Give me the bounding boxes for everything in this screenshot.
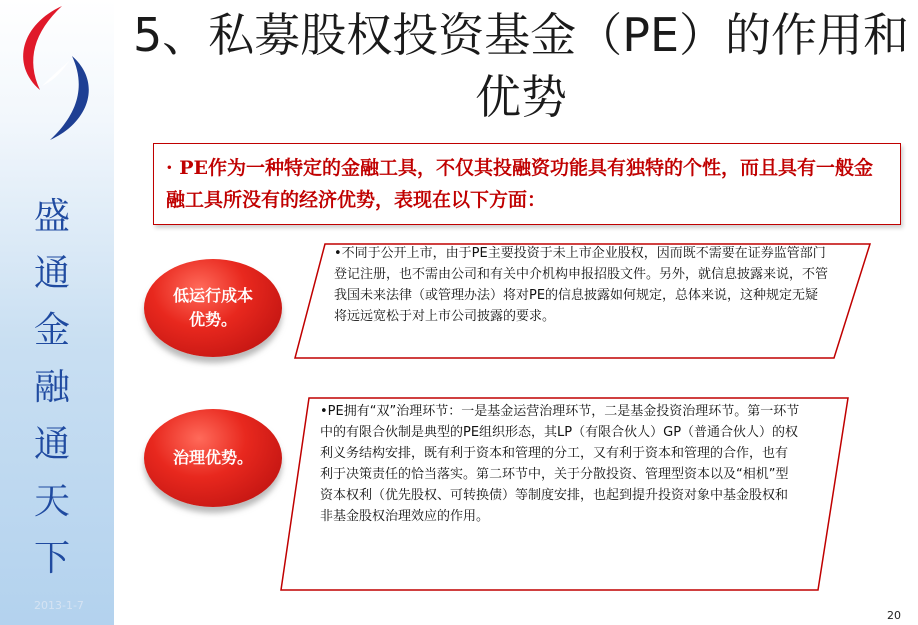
slogan-char: 融 [33,367,70,408]
slogan-char: 通 [33,253,70,294]
section-text: •不同于公开上市，由于PE主要投资于未上市企业股权，因而既不需要在证券监管部门登记注册，也不需由公司和有关中介机构申报招股文件。另外，就信息披露来说，不管我国未来法律（或管理办法）将对PE的信息披露如何规定，总体来说，这种规定无疑将远远宽松于对上市公司披露的要求。 [334,246,829,324]
logo-blue-swoosh [50,56,89,140]
sidebar [0,0,114,625]
section-oval-governance [144,409,282,507]
slide-title: 5、私募股权投资基金（PE）的作用和优势 [132,8,910,124]
page-number: 20 [887,609,901,622]
slogan-char: 通 [33,424,70,465]
lead-text: · PE作为一种特定的金融工具，不仅其投融资功能具有独特的个性，而且具有一般金融工具所没有的经济优势，表现在以下方面： [166,157,874,211]
slogan-char: 天 [33,481,70,522]
slogan [0,188,104,587]
section-text: •PE拥有“双”治理环节：一是基金运营治理环节，二是基金投资治理环节。第一环节中的有限合伙制是典型的PE组织形态，其LP（有限合伙人）GP（普通合伙人）的权利义务结构安排，既有利于资本和管理的分工，又有利于资本和管理的合作，也有利于决策责任的恰当落实。第二环节中，关于分散投资、管理型资本以及“相机”型资本权利（优先股权、可转换债）等制度安排，也起到提升投资对象中基金股权和非基金股权治理效应的作用。 [320,404,800,524]
slogan-char: 下 [33,538,70,579]
logo-center-stroke [42,60,70,86]
section-label: 低运行成本优势。 [172,286,253,329]
section-label: 治理优势。 [172,448,253,467]
slogan-char: 盛 [33,196,70,237]
lead-box [153,143,901,225]
section-box-governance [278,396,850,592]
slide-date: 2013-1-7 [34,599,84,612]
slogan-char: 金 [33,310,70,351]
section-oval-low-cost [144,259,282,357]
logo-red-swoosh [23,6,62,90]
company-logo [4,2,108,144]
section-box-low-cost [292,242,872,360]
